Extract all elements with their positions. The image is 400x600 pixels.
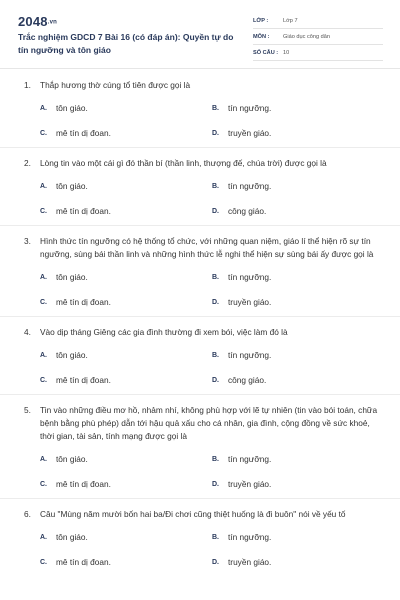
option-c[interactable]: C. mê tín dị đoan.: [40, 557, 111, 567]
question-6: [0, 499, 400, 576]
question-number: 4.: [24, 327, 31, 337]
option-d[interactable]: D. truyền giáo.: [212, 128, 272, 138]
option-d[interactable]: D. truyền giáo.: [212, 557, 272, 567]
page-title: Trắc nghiệm GDCD 7 Bài 16 (có đáp án): Quyền tự do tín ngưỡng và tôn giáo: [18, 32, 234, 55]
question-text: Tin vào những điều mơ hồ, nhảm nhí, không phù hợp với lẽ tự nhiên (tin vào bói toán, chữa bệnh bằng phù phép) dẫn tới hậu quả xấu cho cá nhân, gia đình, cộng đồng về sức khoẻ, thời gian, tài sản, tính mạng được gọi là: [40, 405, 378, 441]
option-b[interactable]: B. tín ngưỡng.: [212, 532, 272, 542]
option-d[interactable]: D. công giáo.: [212, 375, 267, 385]
page-header: [0, 0, 400, 69]
question-1: [0, 70, 400, 148]
option-a[interactable]: A. tôn giáo.: [40, 350, 88, 360]
option-a[interactable]: A. tôn giáo.: [40, 181, 88, 191]
question-number: 5.: [24, 405, 31, 415]
meta-row-class: [253, 13, 383, 29]
question-number: 2.: [24, 158, 31, 168]
meta-label: MÔN :: [253, 33, 270, 40]
site-logo[interactable]: 2048.vn: [18, 14, 58, 29]
option-c[interactable]: C. mê tín dị đoan.: [40, 375, 111, 385]
option-c[interactable]: C. mê tín dị đoan.: [40, 206, 111, 216]
option-a[interactable]: A. tôn giáo.: [40, 103, 88, 113]
question-text: Vào dịp tháng Giêng các gia đình thường đi xem bói, việc làm đó là: [40, 327, 288, 337]
meta-label: LỚP :: [253, 17, 269, 24]
option-b[interactable]: B. tín ngưỡng.: [212, 454, 272, 464]
meta-value: Giáo dục công dân: [283, 33, 330, 40]
question-text: Thắp hương thờ cúng tổ tiên được gọi là: [40, 80, 191, 90]
meta-value: Lớp 7: [283, 17, 298, 24]
option-b[interactable]: B. tín ngưỡng.: [212, 181, 272, 191]
option-a[interactable]: A. tôn giáo.: [40, 532, 88, 542]
option-d[interactable]: D. truyền giáo.: [212, 297, 272, 307]
option-c[interactable]: C. mê tín dị đoan.: [40, 297, 111, 307]
question-number: 1.: [24, 80, 31, 90]
meta-row-subject: [253, 29, 383, 45]
question-number: 6.: [24, 509, 31, 519]
option-b[interactable]: B. tín ngưỡng.: [212, 272, 272, 282]
option-a[interactable]: A. tôn giáo.: [40, 454, 88, 464]
option-d[interactable]: D. công giáo.: [212, 206, 267, 216]
option-b[interactable]: B. tín ngưỡng.: [212, 350, 272, 360]
question-number: 3.: [24, 236, 31, 246]
meta-row-count: [253, 45, 383, 61]
question-text: Lòng tin vào một cái gì đó thần bí (thần linh, thượng đế, chúa trời) được gọi là: [40, 158, 327, 168]
option-c[interactable]: C. mê tín dị đoan.: [40, 479, 111, 489]
question-3: [0, 226, 400, 317]
question-2: [0, 148, 400, 226]
question-list: [0, 70, 400, 576]
option-c[interactable]: C. mê tín dị đoan.: [40, 128, 111, 138]
option-d[interactable]: D. truyền giáo.: [212, 479, 272, 489]
meta-value: 10: [283, 49, 290, 56]
question-4: [0, 317, 400, 395]
quiz-meta: [253, 13, 383, 61]
meta-label: SỐ CÂU :: [253, 49, 279, 56]
option-b[interactable]: B. tín ngưỡng.: [212, 103, 272, 113]
question-5: [0, 395, 400, 499]
option-a[interactable]: A. tôn giáo.: [40, 272, 88, 282]
question-text: Hình thức tín ngưỡng có hệ thống tổ chức, với những quan niệm, giáo lí thể hiện rõ sự tín ngưỡng, sùng bái thần linh và những hình thức lễ nghi thể hiện sự sùng bái ấy được gọi là: [40, 236, 374, 259]
question-text: Câu "Mùng năm mười bốn hai ba/Đi chơi cũng thiệt huống là đi buôn" nói về yếu tố: [40, 509, 346, 519]
